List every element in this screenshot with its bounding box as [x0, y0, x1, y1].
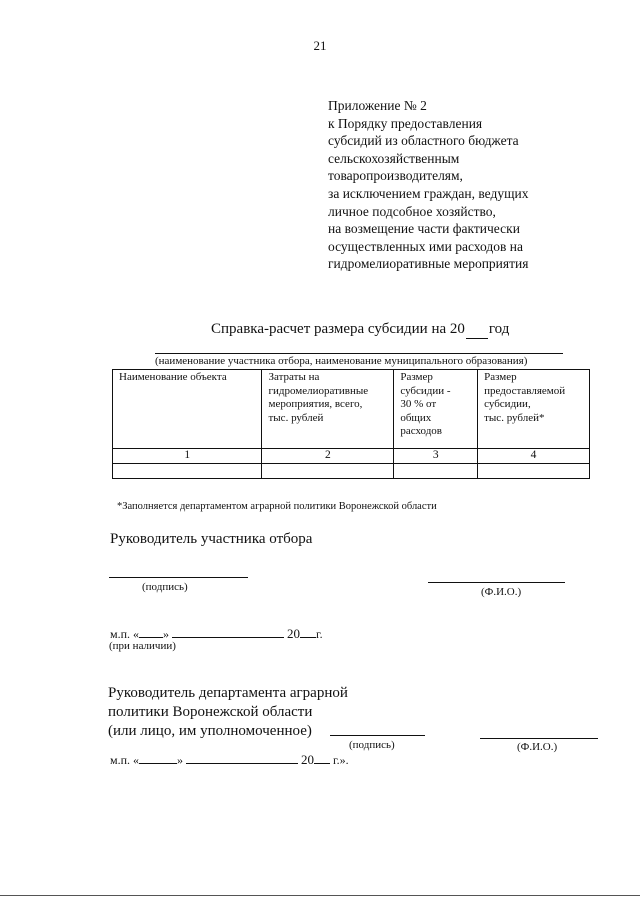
- table-cell: [478, 463, 590, 478]
- header-object-name: [113, 370, 262, 449]
- header-text: субсидии,: [484, 398, 531, 410]
- appendix-line: сельскохозяйственным: [328, 150, 460, 166]
- header-text: предоставляемой: [484, 384, 566, 397]
- heading-line: [108, 722, 348, 741]
- header-subsidy-amount: [478, 370, 590, 449]
- table-cell: [262, 463, 394, 478]
- header-text: общих: [400, 411, 432, 424]
- appendix-line: гидромелиоративные мероприятия: [328, 256, 529, 272]
- day-blank: [139, 626, 163, 638]
- fio-line: [480, 738, 598, 739]
- participant-caption: (наименование участника отбора, наименование муниципального образования): [155, 355, 528, 367]
- appendix-line: субсидий из областного бюджета: [328, 133, 519, 149]
- mp-prefix: м.п. «: [110, 753, 140, 767]
- bottom-rule: [0, 895, 640, 896]
- header-subsidy-rate: [394, 370, 478, 449]
- signature-caption: (подпись): [142, 581, 188, 593]
- mp-prefix: м.п. «: [110, 627, 140, 641]
- fio-line: [428, 582, 565, 583]
- header-text: мероприятия, всего,: [268, 398, 363, 410]
- column-number: 2: [262, 449, 394, 464]
- year-prefix: 20: [287, 626, 301, 641]
- participant-line: [155, 353, 563, 354]
- page-number: 21: [313, 38, 327, 53]
- header-text: гидромелиоративные: [268, 384, 369, 397]
- table-header-row: [113, 370, 590, 449]
- document-title: [211, 321, 509, 339]
- month-blank: [172, 626, 284, 638]
- header-text: 30 % от: [400, 398, 437, 410]
- header-text: тыс. рублей: [268, 411, 324, 424]
- table-number-row: [113, 449, 590, 464]
- mp-mid: »: [177, 753, 184, 767]
- column-number: 4: [478, 449, 590, 464]
- appendix-line: осуществленных ими расходов на: [328, 238, 523, 254]
- heading-line: Руководитель департамента аграрной: [108, 685, 348, 701]
- appendix-line: на возмещение части фактически: [328, 221, 520, 237]
- month-blank: [186, 752, 298, 764]
- appendix-line: к Порядку предоставления: [328, 115, 483, 131]
- table-row: [113, 463, 590, 478]
- title-prefix: Справка-расчет размера субсидии на 20: [211, 321, 465, 337]
- signature-caption: (подпись): [349, 739, 395, 751]
- column-number: 1: [113, 449, 262, 464]
- year-suffix: г.: [316, 627, 323, 641]
- title-suffix: год: [488, 321, 510, 337]
- fio-caption: (Ф.И.О.): [481, 586, 522, 598]
- fio-caption: (Ф.И.О.): [517, 741, 558, 753]
- day-blank: [139, 752, 177, 764]
- appendix-line: за исключением граждан, ведущих: [328, 185, 529, 201]
- date-line: [110, 752, 349, 768]
- appendix-header: [328, 97, 528, 273]
- signature-line: [330, 735, 425, 736]
- header-text: Наименование объекта: [119, 371, 227, 383]
- year-blank: [314, 752, 330, 764]
- year-suffix: г.».: [333, 753, 349, 767]
- appendix-line: личное подсобное хозяйство,: [328, 203, 496, 219]
- signature-line: [109, 577, 248, 578]
- appendix-line: товаропроизводителям,: [328, 168, 463, 184]
- participant-head-heading: Руководитель участника отбора: [110, 531, 313, 547]
- calculation-table: [112, 369, 590, 479]
- year-blank: [300, 626, 316, 638]
- header-costs: [262, 370, 394, 449]
- header-text: субсидии -: [400, 384, 451, 397]
- header-text: расходов: [400, 425, 443, 437]
- mp-note: (при наличии): [109, 640, 176, 652]
- header-text: Размер: [484, 371, 517, 383]
- heading-text: (или лицо, им уполномоченное): [108, 723, 312, 739]
- footnote: *Заполняется департаментом аграрной политики Воронежской области: [117, 501, 437, 512]
- department-head-heading: [108, 684, 348, 741]
- column-number: 3: [394, 449, 478, 464]
- header-text: тыс. рублей*: [484, 411, 545, 424]
- table-cell: [394, 463, 478, 478]
- header-text: Затраты на: [268, 371, 320, 383]
- year-prefix: 20: [301, 752, 315, 767]
- year-blank: [466, 321, 488, 339]
- heading-line: политики Воронежской области: [108, 704, 313, 720]
- appendix-line: Приложение № 2: [328, 98, 427, 113]
- header-text: Размер: [400, 371, 433, 383]
- mp-mid: »: [163, 627, 170, 641]
- table-cell: [113, 463, 262, 478]
